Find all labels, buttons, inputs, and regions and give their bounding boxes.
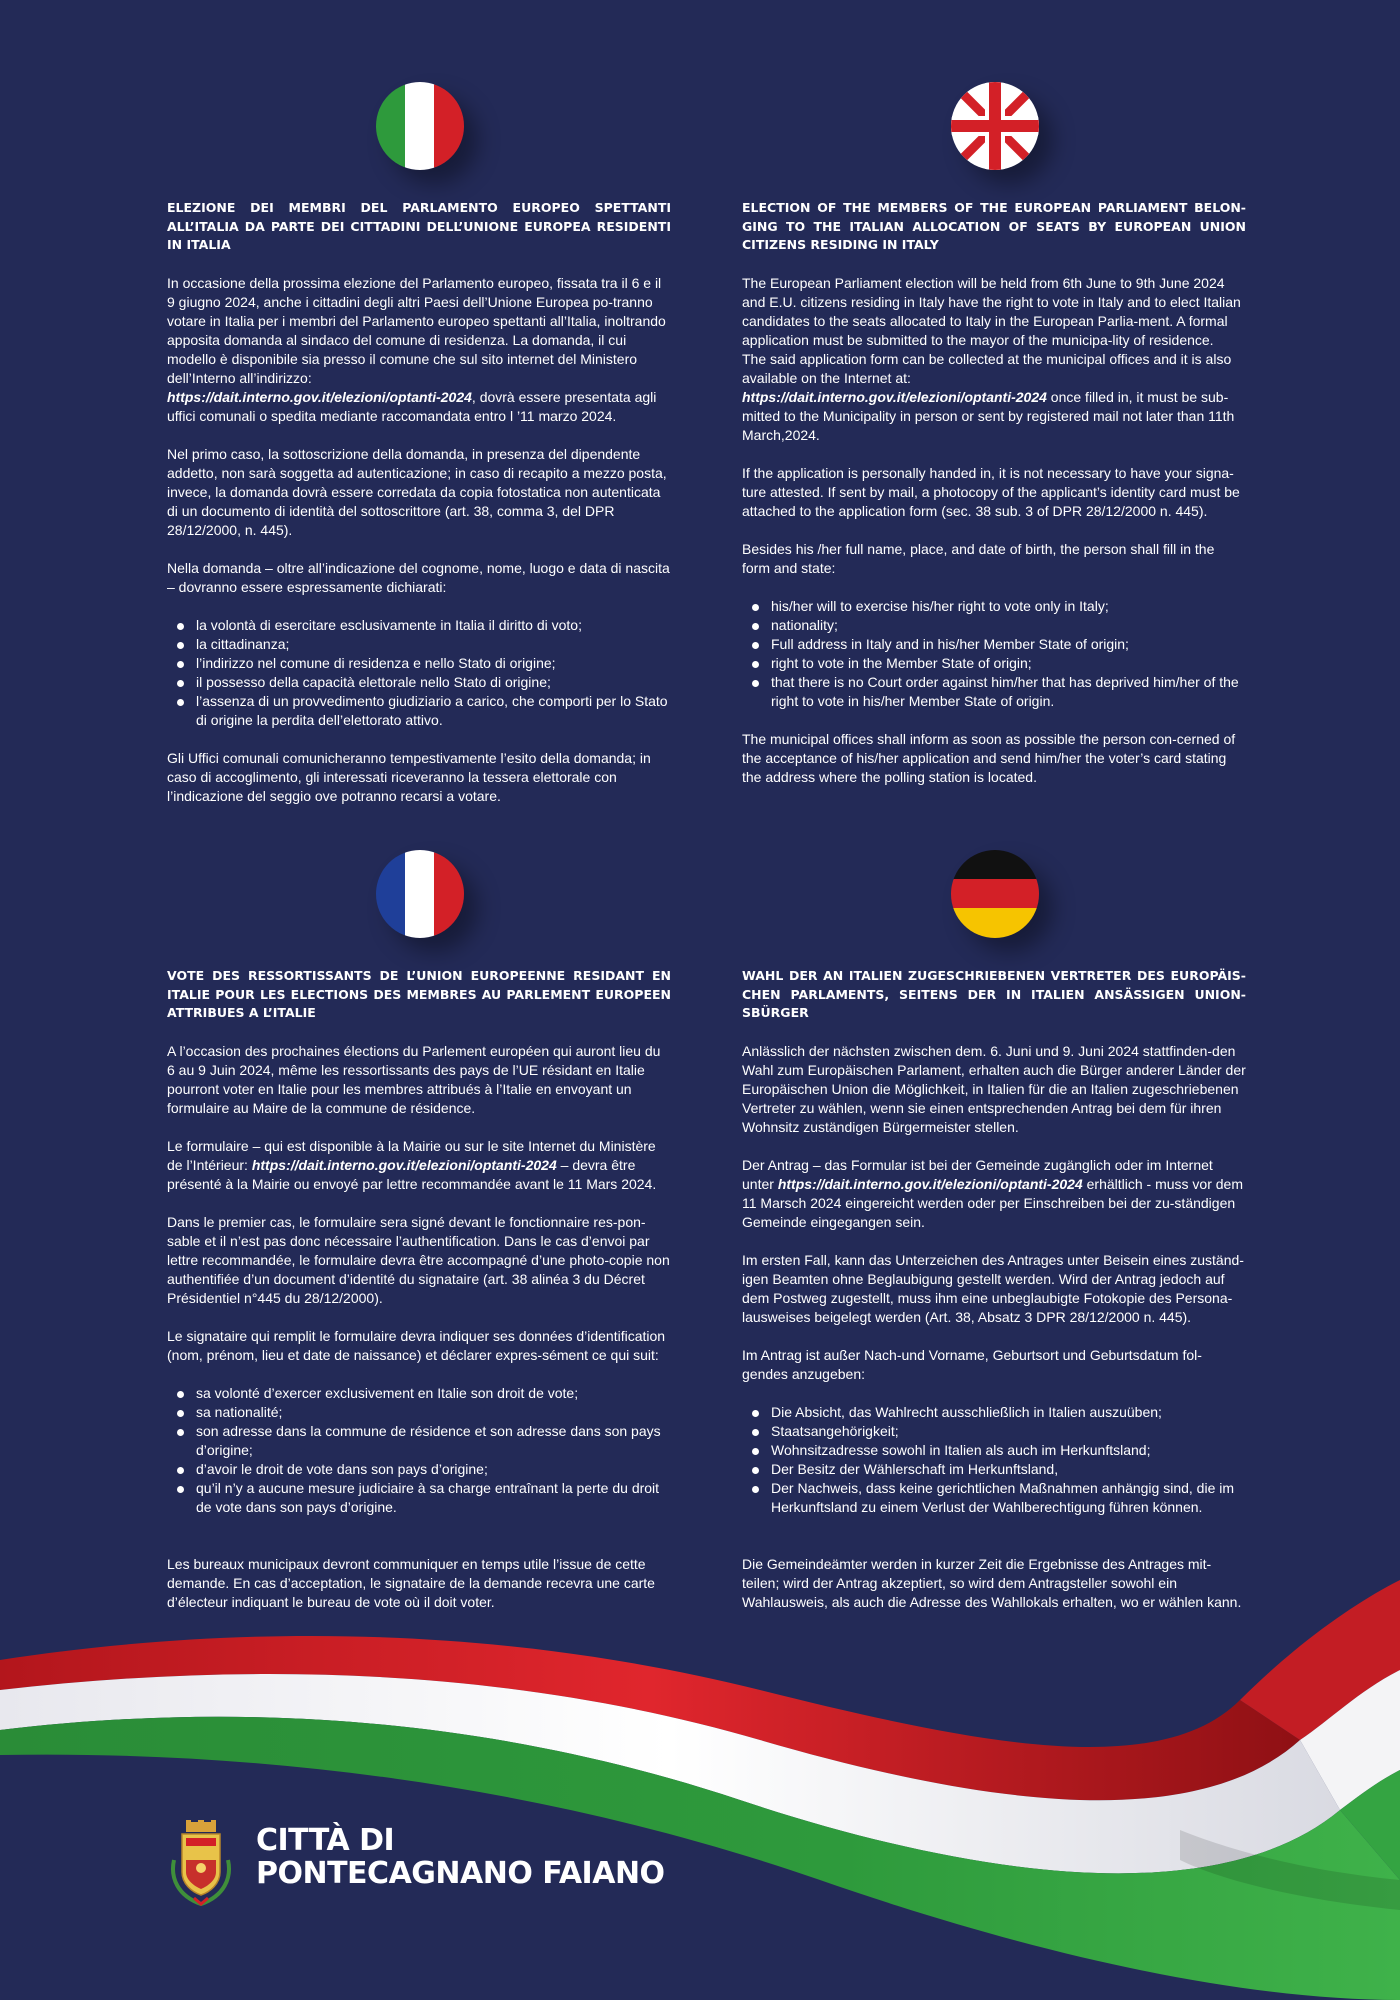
list-item: la cittadinanza; bbox=[167, 635, 671, 654]
list-item: sa volonté d’exercer exclusivement en Italie son droit de vote; bbox=[167, 1384, 671, 1403]
paragraph: Dans le premier cas, le formulaire sera signé devant le fonctionnaire res-pon-sable et il n’est pas donc nécessaire l’authentification. Dans le cas d’envoi par lettre recommandée, le formulaire devra être accompagné d’une photo-copie non authentifiée d’un document d’identité du signataire (art. 38 alinéa 3 du Décret Présidentiel n°445 du 28/12/2000). bbox=[167, 1214, 670, 1306]
list-item: la volontà di esercitare esclusivamente in Italia il diritto di voto; bbox=[167, 616, 671, 635]
italian-ribbon-decoration bbox=[0, 1580, 1400, 2000]
list-item: qu’il n’y a aucune mesure judiciaire à sa charge entraînant la perte du droit de vote dans son pays d’origine. bbox=[167, 1479, 671, 1517]
city-crest-icon bbox=[168, 1820, 234, 1906]
city-name-line2: PONTECAGNANO FAIANO bbox=[256, 1856, 665, 1891]
paragraph: The said application form can be collected at the municipal offices and it is also available on the Internet at: https://dait.interno.gov.it/elezioni/optanti-2024 once filled in, it must be sub-mitted to the Municipality in person or sent by registered mail not later than 11th March,2024. bbox=[742, 351, 1235, 443]
declaration-list bbox=[167, 1384, 671, 1517]
germany-flag-icon bbox=[951, 850, 1039, 938]
list-item: d’avoir le droit de vote dans son pays d’origine; bbox=[167, 1460, 671, 1479]
paragraph: In occasione della prossima elezione del Parlamento europeo, fissata tra il 6 e il 9 giugno 2024, anche i cittadini degli altri Paesi dell’Unione Europea po-tranno votare in Italia per i membri del Parlamento europeo spettanti all’Italia, inoltrando apposita domanda al sindaco del comune di residenza. La domanda, il cui modello è disponibile sia presso il comune che sul sito internet del Ministero dell’Interno all’indirizzo: https://dait.interno.gov.it/elezioni/optanti-2024, dovrà essere presentata agli uffici comunali o spedita mediante raccomandata entro l ’11 marzo 2024. bbox=[167, 275, 666, 424]
section-body bbox=[742, 274, 1246, 806]
list-item: Full address in Italy and in his/her Member State of origin; bbox=[742, 635, 1246, 654]
ministry-link[interactable]: https://dait.interno.gov.it/elezioni/optanti-2024 bbox=[167, 389, 472, 405]
declaration-list bbox=[167, 616, 671, 730]
list-item: sa nationalité; bbox=[167, 1403, 671, 1422]
france-flag-icon bbox=[376, 850, 464, 938]
paragraph: Nel primo caso, la sottoscrizione della domanda, in presenza del dipendente addetto, non sarà soggetta ad autenticazione; in caso di recapito a mezzo posta, invece, la domanda dovrà essere corredata da copia fotostatica non autenticata di un documento di identità del sottoscrittore (art. 38, comma 3, del DPR 28/12/2000, n. 445). bbox=[167, 446, 667, 538]
city-name bbox=[256, 1824, 676, 1890]
paragraph: Im Antrag ist außer Nach-und Vorname, Geburtsort und Geburtsdatum fol-gendes anzugeben: bbox=[742, 1347, 1202, 1382]
list-item: Die Absicht, das Wahlrecht ausschließlich in Italien auszuüben; bbox=[742, 1403, 1246, 1422]
list-item: l’assenza di un provvedimento giudiziario a carico, che comporti per lo Stato di origine la perdita dell’elettorato attivo. bbox=[167, 692, 671, 730]
paragraph: Le signataire qui remplit le formulaire devra indiquer ses données d’identification (nom, prénom, lieu et date de naissance) et déclarer expres-sément ce qui suit: bbox=[167, 1328, 666, 1363]
declaration-list bbox=[742, 1403, 1246, 1517]
section-title: ELECTION OF THE MEMBERS OF THE EUROPEAN PARLIAMENT BELON-GING TO THE ITALIAN ALLOCATION OF SEATS BY EUROPEAN UNION CITIZENS RESIDING IN ITALY bbox=[742, 200, 1246, 252]
paragraph: Die Gemeindeämter werden in kurzer Zeit die Ergebnisse des Antrages mit-teilen; wird der Antrag akzeptiert, so wird dem Antragsteller sowohl ein Wahlausweis, als auch die Adresse des Wahllokals erhalten, wo er wählen kann. bbox=[742, 1556, 1242, 1610]
paragraph: Im ersten Fall, kann das Unterzeichen des Antrages unter Beisein eines zuständ-igen Beamten ohne Beglaubigung gestellt werden. Wird der Antrag jedoch auf dem Postweg zugestellt, muss ihm eine unbeglaubigte Fotokopie des Persona-lausweises beigelegt werden (Art. 38, Absatz 3 DPR 28/12/2000 n. 445). bbox=[742, 1252, 1244, 1325]
list-item: l’indirizzo nel comune di residenza e nello Stato di origine; bbox=[167, 654, 671, 673]
section-body bbox=[167, 274, 671, 825]
ministry-link[interactable]: https://dait.interno.gov.it/elezioni/optanti-2024 bbox=[777, 1176, 1083, 1192]
section-body bbox=[167, 1042, 671, 1631]
paragraph: Nella domanda – oltre all’indicazione del cognome, nome, luogo e data di nascita – dovranno essere espressamente dichiarati: bbox=[167, 560, 670, 595]
paragraph: Le formulaire – qui est disponible à la Mairie ou sur le site Internet du Ministère de l’Intérieur: https://dait.interno.gov.it/elezioni/optanti-2024 – devra être présenté à la Mairie ou envoyé par lettre recommandée avant le 11 Mars 2024. bbox=[167, 1138, 657, 1192]
list-item: that there is no Court order against him/her that has deprived him/her of the right to vote in his/her Member State of origin. bbox=[742, 673, 1246, 711]
ministry-link[interactable]: https://dait.interno.gov.it/elezioni/optanti-2024 bbox=[251, 1157, 557, 1173]
section-title: WAHL DER AN ITALIEN ZUGESCHRIEBENEN VERTRETER DES EUROPÄIS-CHEN PARLAMENTS, SEITENS DER IN ITALIEN ANSÄSSIGEN UNION-SBÜRGER bbox=[742, 968, 1246, 1020]
list-item: his/her will to exercise his/her right to vote only in Italy; bbox=[742, 597, 1246, 616]
paragraph: A l’occasion des prochaines élections du Parlement européen qui auront lieu du 6 au 9 Juin 2024, même les ressortissants des pays de l’UE résidant en Italie pourront voter en Italie pour les membres attribués à l’Italie en envoyant un formulaire au Maire de la commune de résidence. bbox=[167, 1043, 661, 1116]
list-item: right to vote in the Member State of origin; bbox=[742, 654, 1246, 673]
list-item: il possesso della capacità elettorale nello Stato di origine; bbox=[167, 673, 671, 692]
paragraph: The municipal offices shall inform as soon as possible the person con-cerned of the acceptance of his/her application and send him/her the voter’s card stating the address where the polling station is located. bbox=[742, 731, 1236, 785]
section-body bbox=[742, 1042, 1246, 1631]
city-name-line1: CITTÀ DI bbox=[256, 1823, 395, 1858]
list-item: son adresse dans la commune de résidence et son adresse dans son pays d’origine; bbox=[167, 1422, 671, 1460]
section-title: ELEZIONE DEI MEMBRI DEL PARLAMENTO EUROPEO SPETTANTI ALL’ITALIA DA PARTE DEI CITTADINI DELL’UNIONE EUROPEA RESIDENTI IN ITALIA bbox=[167, 200, 671, 252]
paragraph: The European Parliament election will be held from 6th June to 9th June 2024 and E.U. citizens residing in Italy have the right to vote in Italy and to elect Italian candidates to the seats allocated to Italy in the European Parlia-ment. A formal application must be submitted to the mayor of the municipa-lity of residence. bbox=[742, 275, 1241, 348]
paragraph: Les bureaux municipaux devront communiquer en temps utile l’issue de cette demande. En cas d’acceptation, le signataire de la demande recevra une carte d’électeur indiquant le bureau de vote où il doit voter. bbox=[167, 1556, 655, 1610]
paragraph: Der Antrag – das Formular ist bei der Gemeinde zugänglich oder im Internet unter https://dait.interno.gov.it/elezioni/optanti-2024 erhältlich - muss vor dem 11 Marsch 2024 eingereicht werden oder per Einschreiben bei der zu-ständigen Gemeinde eingegangen sein. bbox=[742, 1157, 1244, 1230]
list-item: Der Besitz der Wählerschaft im Herkunftsland, bbox=[742, 1460, 1246, 1479]
list-item: Wohnsitzadresse sowohl in Italien als auch im Herkunftsland; bbox=[742, 1441, 1246, 1460]
ministry-link[interactable]: https://dait.interno.gov.it/elezioni/optanti-2024 bbox=[742, 389, 1047, 405]
paragraph: If the application is personally handed in, it is not necessary to have your signa-ture attested. If sent by mail, a photocopy of the applicant’s identity card must be attached to the application form (sec. 38 sub. 3 of DPR 28/12/2000 n. 445). bbox=[742, 465, 1240, 519]
list-item: Staatsangehörigkeit; bbox=[742, 1422, 1246, 1441]
paragraph: Anlässlich der nächsten zwischen dem. 6. Juni und 9. Juni 2024 stattfinden-den Wahl zum Europäischen Parlament, erhalten auch die Bürger anderer Länder der Europäischen Union die Möglichkeit, in Italien für die an Italien zugeschriebenen Vertreter zu wählen, wenn sie einen entsprechenden Antrag bei dem für ihren Wohnsitz zuständigen Bürgermeister stellen. bbox=[742, 1043, 1246, 1135]
section-title: VOTE DES RESSORTISSANTS DE L’UNION EUROPEENNE RESIDANT EN ITALIE POUR LES ELECTIONS DES MEMBRES AU PARLEMENT EUROPEEN ATTRIBUES A L’ITALIE bbox=[167, 968, 671, 1020]
uk-flag-icon bbox=[951, 82, 1039, 170]
paragraph: Gli Uffici comunali comunicheranno tempestivamente l’esito della domanda; in caso di accoglimento, gli interessati riceveranno la tessera elettorale con l’indicazione del seggio ove potranno recarsi a votare. bbox=[167, 750, 651, 804]
paragraph: Besides his /her full name, place, and date of birth, the person shall fill in the form and state: bbox=[742, 541, 1215, 576]
list-item: Der Nachweis, dass keine gerichtlichen Maßnahmen anhängig sind, die im Herkunftsland zu einem Verlust der Wahlberechtigung führen können. bbox=[742, 1479, 1246, 1517]
italy-flag-icon bbox=[376, 82, 464, 170]
declaration-list bbox=[742, 597, 1246, 711]
list-item: nationality; bbox=[742, 616, 1246, 635]
